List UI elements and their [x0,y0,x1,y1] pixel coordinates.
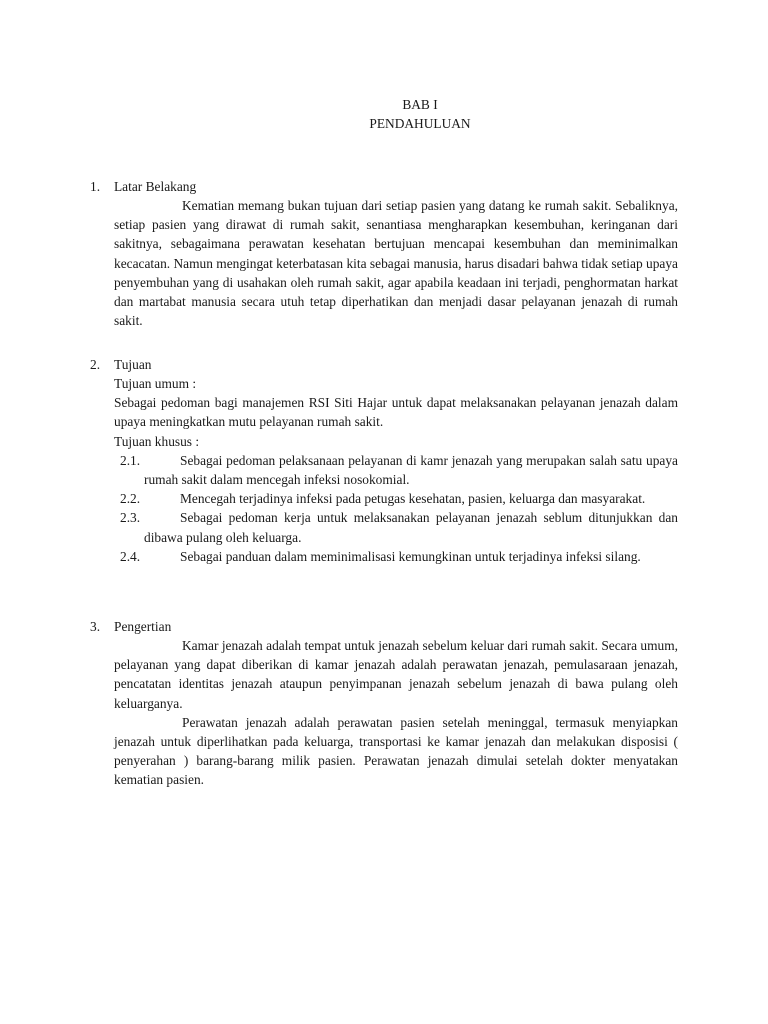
section-tujuan [90,355,678,566]
list-item-text: Mencegah terjadinya infeksi pada petugas kesehatan, pasien, keluarga dan masyarakat. [180,491,646,507]
list-item-number: 2.4. [120,548,141,564]
section-latar-belakang [90,177,678,330]
list-item [120,489,678,508]
section-paragraph: Perawatan jenazah adalah perawatan pasien setelah meninggal, termasuk menyiapkan jenazah untuk diperlihatkan pada keluarga, transportasi ke kamar jenazah dan melakukan disposisi ( penyerahan ) barang-barang milik pasien. Perawatan jenazah dimulai setelah dokter menyatakan kematian pasien. [114,714,678,788]
list-item-text: Sebagai pedoman kerja untuk melaksanakan pelayanan jenazah seblum ditunjukkan dan dibawa pulang oleh keluarga. [144,510,678,545]
section-heading [90,177,678,196]
tujuan-khusus-label: Tujuan khusus : [114,433,200,449]
chapter-heading [0,95,768,133]
section-label: Tujuan [114,357,152,372]
chapter-number: BAB I [402,97,438,112]
section-label: Pengertian [114,619,172,634]
list-item [120,451,678,489]
section-heading [90,617,678,636]
list-item-text: Sebagai pedoman pelaksanaan pelayanan di kamr jenazah yang merupakan salah satu upaya rumah sakit dalam mencegah infeksi nosokomial. [144,452,678,488]
section-label: Latar Belakang [114,179,197,194]
section-heading [90,355,678,374]
section-paragraph: Kamar jenazah adalah tempat untuk jenazah sebelum keluar dari rumah sakit. Secara umum, pelayanan yang dapat diberikan di kamar jenazah adalah perawatan jenazah, pemulasaraan jenazah, pencatatan identitas jenazah ataupun penyimpanan jenazah sebelum jenazah di bawa pulang oleh keluarganya. [114,638,678,711]
list-item-number: 2.3. [120,510,141,526]
tujuan-umum-label: Tujuan umum : [114,376,197,391]
tujuan-umum-text: Sebagai pedoman bagi manajemen RSI Siti Hajar untuk dapat melaksanakan pelayanan jenazah dalam upaya meningkatkan mutu pelayanan rumah sakit. [114,395,678,430]
list-item [120,547,678,566]
section-number: 1. [90,179,101,194]
list-item-number: 2.2. [120,491,141,507]
list-item-text: Sebagai panduan dalam meminimalisasi kemungkinan untuk terjadinya infeksi silang. [180,548,641,564]
section-number: 3. [90,619,101,634]
section-paragraph: Kematian memang bukan tujuan dari setiap pasien yang datang ke rumah sakit. Sebaliknya, setiap pasien yang dirawat di rumah sakit, senantiasa mengharapkan kesembuhan, keringanan dari sakitnya, sebagaimana perawatan kesehatan bertujuan mencapai kesembuhan dan meminimalkan kecacatan. Namun mengingat keterbatasan kita sebagai manusia, harus disadari bahwa tidak setiap upaya penyembuhan yang di usahakan oleh rumah sakit, agar apabila keadaan ini terjadi, penghormatan harkat dan martabat manusia secara utuh tetap diperhatikan dan menjadi dasar pelayanan jenazah di rumah sakit. [114,198,678,329]
chapter-title: PENDAHULUAN [369,116,471,131]
list-item [120,508,678,546]
list-item-number: 2.1. [120,452,141,468]
section-pengertian [90,617,678,790]
section-number: 2. [90,357,101,372]
